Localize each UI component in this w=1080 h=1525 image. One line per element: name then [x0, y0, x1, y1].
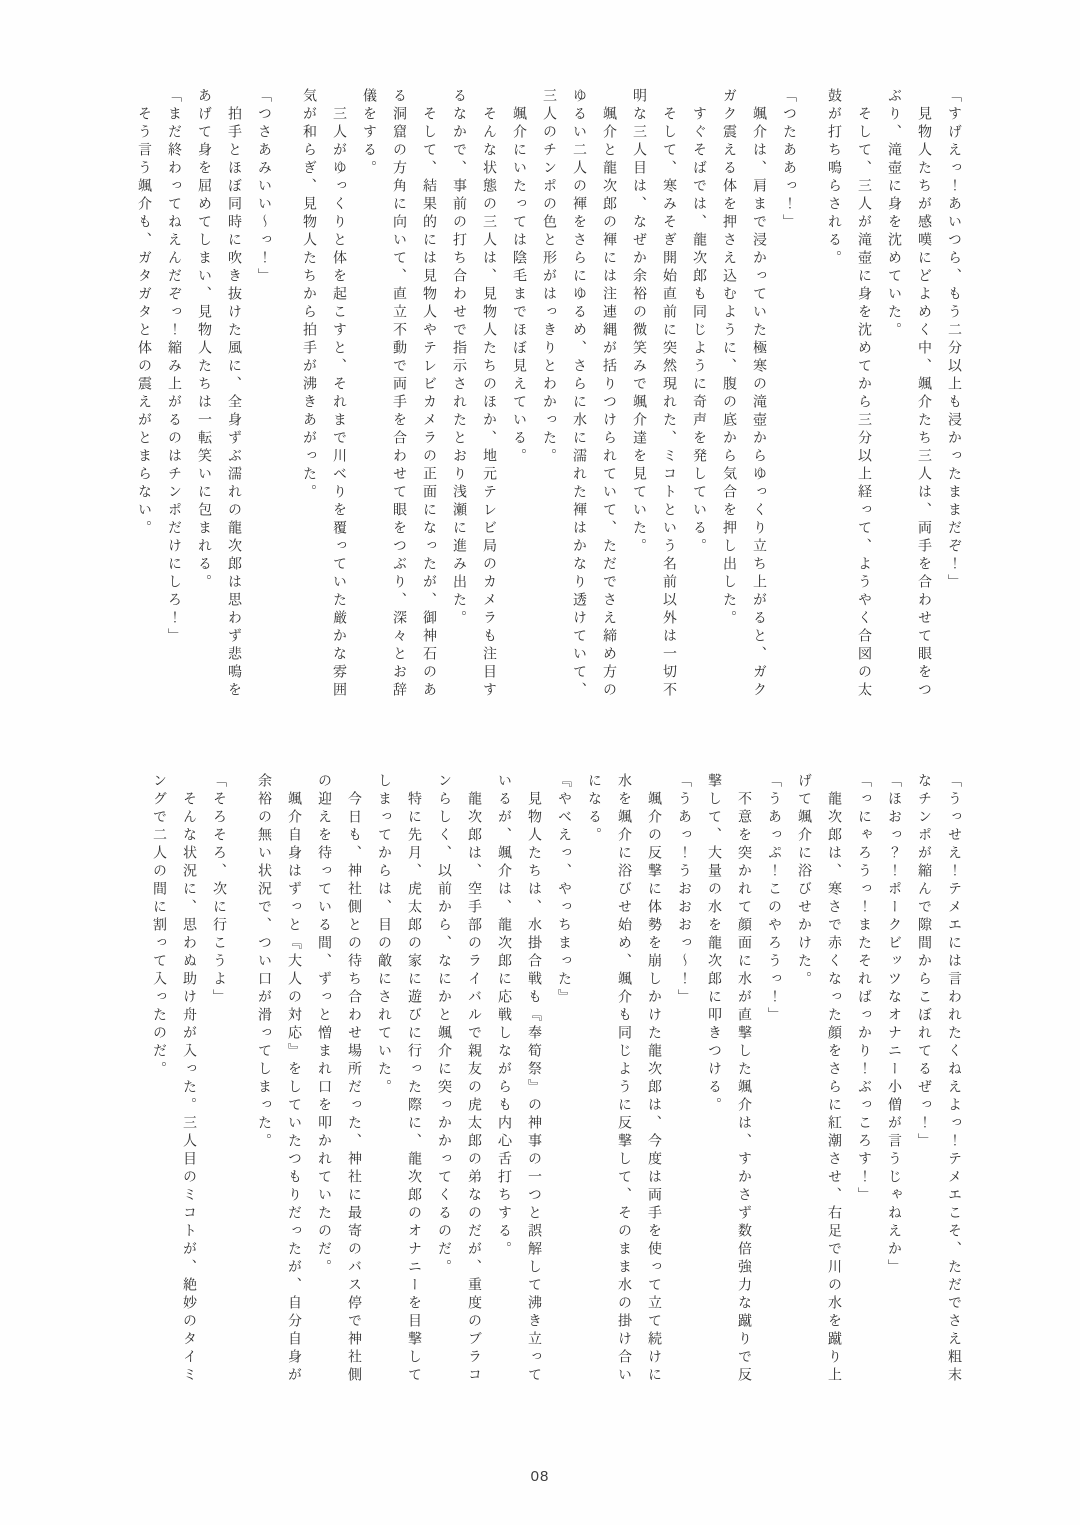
paragraph: 特に先月、虎太郎の家に遊びに行った際に、龍次郎のオナニーを目撃してしまってからは、目の敵にされていた。 [376, 773, 421, 1385]
dialogue-line: 「まだ終わってねえんだぞっ！縮み上がるのはチンポだけにしろ！」 [166, 88, 181, 646]
paragraph: 見物人たちが感嘆にどよめく中、颯介たち三人は、両手を合わせて眼をつぶり、滝壺に身を沈めていた。 [886, 88, 931, 700]
dialogue-line: 「っにゃろうっ！またそればっかり！ぶっころす！」 [856, 773, 871, 1205]
paragraph: 不意を突かれて顔面に水が直撃した颯介は、すかさず数倍強力な蹴りで反撃して、大量の水を龍次郎に叩きつける。 [706, 773, 751, 1385]
dialogue-line: 「つたああっ！」 [781, 88, 796, 232]
paragraph: 颯介と龍次郎の褌には注連縄が括りつけられていて、ただでさえ締め方のゆるい二人の褌をさらにゆるめ、さらに水に濡れた褌はかなり透けていて、三人のチンポの色と形がはっきりとわかった。 [541, 88, 616, 700]
paragraph: 颯介の反撃に体勢を崩しかけた龍次郎は、今度は両手を使って立て続けに水を颯介に浴びせ始め、颯介も同じように反撃して、そのまま水の掛け合いになる。 [586, 773, 661, 1385]
text-block-bottom [143, 773, 968, 1391]
paragraph: 颯介にいたっては陰毛までほぼ見えている。 [511, 106, 526, 466]
paragraph: すぐそばでは、龍次郎も同じように奇声を発している。 [691, 106, 706, 556]
paragraph: そして、寒みそぎ開始直前に突然現れた、ミコトという名前以外は一切不明な三人目は、なぜか余裕の微笑みで颯介達を見ていた。 [631, 88, 676, 700]
paragraph: 龍次郎は、寒さで赤くなった顔をさらに紅潮させ、右足で川の水を蹴り上げて颯介に浴びせかけた。 [796, 773, 841, 1385]
dialogue-line: 「ほおっ？！ポークビッツなオナニー小僧が言うじゃねえか」 [886, 773, 901, 1277]
dialogue-line: 「すげえっ！あいつら、もう二分以上も浸かったままだぞ！」 [946, 88, 961, 592]
paragraph: 見物人たちは、水掛合戦も『奉筍祭』の神事の一つと誤解して沸き立っているが、颯介は、龍次郎に応戦しながらも内心舌打ちする。 [496, 773, 541, 1385]
paragraph: 今日も、神社側との待ち合わせ場所だった、神社に最寄のバス停で神社側の迎えを待っている間、ずっと憎まれ口を叩かれていたのだ。 [316, 773, 361, 1385]
dialogue-line: 「うあっぷ！このやろうっ！」 [766, 773, 781, 1025]
thought-line: 『やべえっ、やっちまった』 [556, 773, 571, 1007]
paragraph: そんな状況に、思わぬ助け舟が入った。三人目のミコトが、絶妙のタイミングで二人の間に割って入ったのだ。 [151, 773, 196, 1385]
dialogue-line: 「うあっ！うおおおっ〜！」 [676, 773, 691, 1007]
dialogue-line: 「そろそろ、次に行こうよ」 [211, 773, 226, 1007]
text-block-top [128, 88, 968, 706]
paragraph: そう言う颯介も、ガタガタと体の震えがとまらない。 [136, 106, 151, 538]
paragraph: 颯介自身はずっと『大人の対応』をしていたつもりだったが、自分自身が余裕の無い状況で、つい口が滑ってしまった。 [256, 773, 301, 1385]
paragraph: そんな状態の三人は、見物人たちのほか、地元テレビ局のカメラも注目するなかで、事前の打ち合わせで指示されたとおり浅瀬に進み出た。 [451, 88, 496, 700]
dialogue-line: 「うっせえ！テメエには言われたくねえよっ！テメエこそ、ただでさえ粗末なチンポが縮んで隙間からこぼれてるぜっ！」 [916, 773, 961, 1385]
paragraph: 三人がゆっくりと体を起こすと、それまで川べりを覆っていた厳かな雰囲気が和らぎ、見物人たちから拍手が沸きあがった。 [301, 88, 346, 700]
paragraph: 龍次郎は、空手部のライバルで親友の虎太郎の弟なのだが、重度のブラコンらしく、以前から、なにかと颯介に突っかかってくるのだ。 [436, 773, 481, 1385]
dialogue-line: 「つさあみいい〜っ！」 [256, 88, 271, 286]
paragraph: そして、三人が滝壺に身を沈めてから三分以上経って、ようやく合図の太鼓が打ち鳴らされる。 [826, 88, 871, 700]
paragraph: 拍手とほぼ同時に吹き抜けた風に、全身ずぶ濡れの龍次郎は思わず悲鳴をあげて身を屈めてしまい、見物人たちは一転笑いに包まれる。 [196, 88, 241, 700]
page-number: 08 [530, 1468, 550, 1485]
paragraph: そして、結果的には見物人やテレビカメラの正面になったが、御神石のある洞窟の方角に向いて、直立不動で両手を合わせて眼をつぶり、深々とお辞儀をする。 [361, 88, 436, 700]
paragraph: 颯介は、肩まで浸かっていた極寒の滝壺からゆっくり立ち上がると、ガクガク震える体を押さえ込むように、腹の底から気合を押し出した。 [721, 88, 766, 700]
